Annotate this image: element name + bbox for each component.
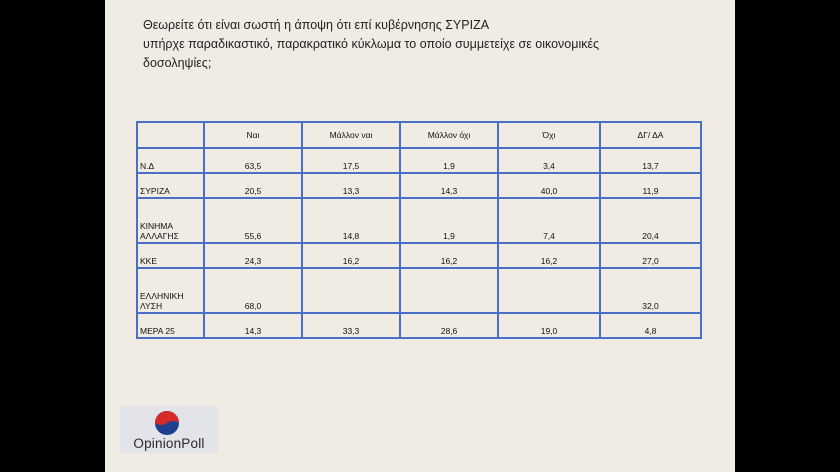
value-cell: 27,0 [600, 243, 701, 268]
value-cell: 33,3 [302, 313, 400, 338]
results-table [136, 121, 702, 339]
value-cell: 16,2 [400, 243, 498, 268]
value-cell: 13,7 [600, 148, 701, 173]
logo-text: OpinionPoll [133, 436, 205, 451]
party-name [137, 198, 204, 243]
header-cell-no: Όχι [498, 122, 600, 148]
value-cell: 17,5 [302, 148, 400, 173]
header-cell-rather-no: Μάλλον όχι [400, 122, 498, 148]
opinionpoll-logo [120, 406, 218, 453]
party-name-line-2: ΛΥΣΗ [140, 301, 163, 311]
value-cell: 19,0 [498, 313, 600, 338]
value-cell: 28,6 [400, 313, 498, 338]
header-cell-blank [137, 122, 204, 148]
value-cell: 14,8 [302, 198, 400, 243]
value-cell: 14,3 [204, 313, 302, 338]
value-cell: 55,6 [204, 198, 302, 243]
value-cell: 68,0 [204, 268, 302, 313]
value-cell [302, 268, 400, 313]
value-cell: 63,5 [204, 148, 302, 173]
value-cell: 1,9 [400, 198, 498, 243]
party-name-line-1: ΚΙΝΗΜΑ [140, 221, 174, 231]
value-cell: 24,3 [204, 243, 302, 268]
party-name: ΚΚΕ [137, 243, 204, 268]
value-cell: 16,2 [302, 243, 400, 268]
value-cell: 13,3 [302, 173, 400, 198]
header-cell-rather-yes: Μάλλον ναι [302, 122, 400, 148]
question-line-2: υπήρχε παραδικαστικό, παρακρατικό κύκλωμα το οποίο συμμετείχε σε οικονομικές [143, 37, 600, 51]
party-name-line-2: ΑΛΛΑΓΗΣ [140, 231, 179, 241]
value-cell: 14,3 [400, 173, 498, 198]
value-cell [400, 268, 498, 313]
table-row-kke [137, 243, 701, 268]
slide [105, 0, 735, 472]
party-name: ΣΥΡΙΖΑ [137, 173, 204, 198]
table-row-mera25 [137, 313, 701, 338]
table-header-row [137, 122, 701, 148]
table-row-nd [137, 148, 701, 173]
question-text [143, 16, 703, 73]
opinionpoll-logo-icon [154, 410, 180, 436]
party-name [137, 268, 204, 313]
header-cell-dk-na: ΔΓ/ ΔΑ [600, 122, 701, 148]
question-line-3: δοσοληψίες; [143, 56, 212, 70]
value-cell: 40,0 [498, 173, 600, 198]
party-name: Ν.Δ [137, 148, 204, 173]
value-cell: 20,5 [204, 173, 302, 198]
value-cell: 20,4 [600, 198, 701, 243]
question-line-1: Θεωρείτε ότι είναι σωστή η άποψη ότι επί κυβέρνησης ΣΥΡΙΖΑ [143, 18, 490, 32]
value-cell: 4,8 [600, 313, 701, 338]
party-name: ΜΕΡΑ 25 [137, 313, 204, 338]
value-cell: 32,0 [600, 268, 701, 313]
value-cell [498, 268, 600, 313]
value-cell: 1,9 [400, 148, 498, 173]
value-cell: 3,4 [498, 148, 600, 173]
value-cell: 7,4 [498, 198, 600, 243]
party-name-line-1: ΕΛΛΗΝΙΚΗ [140, 291, 184, 301]
table-row-syriza [137, 173, 701, 198]
table-row-kinal [137, 198, 701, 243]
table-row-elliniki-lysi [137, 268, 701, 313]
header-cell-yes: Ναι [204, 122, 302, 148]
value-cell: 11,9 [600, 173, 701, 198]
value-cell: 16,2 [498, 243, 600, 268]
